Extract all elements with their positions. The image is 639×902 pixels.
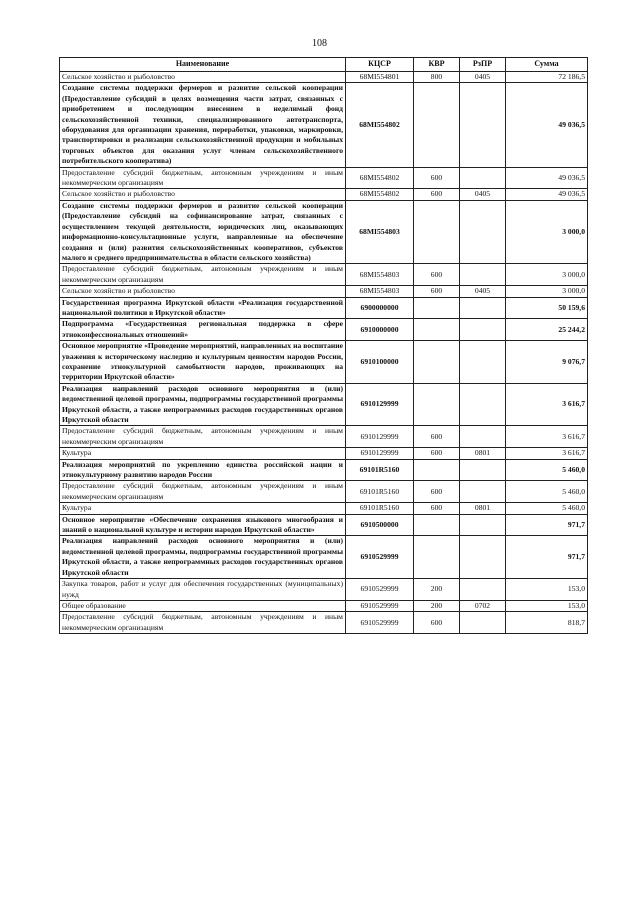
row-kvr-cell: 600 (414, 426, 460, 448)
row-kcsr-cell: 6910529999 (346, 579, 414, 601)
row-name-cell: Сельское хозяйство и рыболовство (60, 189, 346, 200)
row-rzpr-cell (460, 536, 506, 579)
row-rzpr-cell (460, 459, 506, 481)
row-rzpr-cell (460, 514, 506, 536)
row-name-cell: Общее образование (60, 600, 346, 611)
row-kvr-cell: 600 (414, 503, 460, 514)
row-sum-cell: 3 616,7 (506, 383, 588, 426)
table-row (60, 297, 588, 319)
row-kcsr-cell: 6910129999 (346, 448, 414, 459)
row-kcsr-cell: 68MI554803 (346, 264, 414, 286)
budget-table (59, 57, 588, 634)
table-row (60, 72, 588, 83)
row-kvr-cell: 600 (414, 286, 460, 297)
row-name-cell: Реализация направлений расходов основного мероприятия и (или) ведомственной целевой программы, подпрограммы государственной программы Иркутской области, а также непрограммных расходов государственных органов Иркутской области (60, 536, 346, 579)
table-row (60, 612, 588, 634)
row-name-cell: Основное мероприятие «Проведение мероприятий, направленных на воспитание уважения к историческому наследию и культурным ценностям народов России, сохранение этнокультурной самобытности народов, проживающих на территории Иркутской области» (60, 341, 346, 384)
row-sum-cell: 3 000,0 (506, 286, 588, 297)
row-kcsr-cell: 68MI554803 (346, 200, 414, 263)
table-row (60, 448, 588, 459)
row-kvr-cell: 600 (414, 189, 460, 200)
table-row (60, 579, 588, 601)
row-rzpr-cell (460, 264, 506, 286)
row-kvr-cell: 800 (414, 72, 460, 83)
table-row (60, 481, 588, 503)
table-row (60, 536, 588, 579)
row-kvr-cell: 600 (414, 167, 460, 189)
row-kcsr-cell: 69101R5160 (346, 459, 414, 481)
row-kvr-cell: 600 (414, 612, 460, 634)
row-name-cell: Основное мероприятие «Обеспечение сохранения языкового многообразия и знаний о национальной культуре и истории народов Иркутской области» (60, 514, 346, 536)
table-row (60, 426, 588, 448)
row-name-cell: Предоставление субсидий бюджетным, автономным учреждениям и иным некоммерческим организациям (60, 426, 346, 448)
row-rzpr-cell: 0405 (460, 286, 506, 297)
row-rzpr-cell (460, 200, 506, 263)
row-kcsr-cell: 68MI554803 (346, 286, 414, 297)
row-kcsr-cell: 6910529999 (346, 612, 414, 634)
table-header-row (60, 58, 588, 72)
row-name-cell: Предоставление субсидий бюджетным, автономным учреждениям и иным некоммерческим организациям (60, 481, 346, 503)
row-kcsr-cell: 68MI554802 (346, 189, 414, 200)
row-kcsr-cell: 68MI554802 (346, 167, 414, 189)
row-kvr-cell (414, 383, 460, 426)
row-name-cell: Культура (60, 503, 346, 514)
row-kvr-cell: 600 (414, 448, 460, 459)
row-kvr-cell (414, 319, 460, 341)
row-rzpr-cell: 0801 (460, 503, 506, 514)
row-kvr-cell (414, 200, 460, 263)
row-kcsr-cell: 6910000000 (346, 319, 414, 341)
row-kcsr-cell: 6910129999 (346, 383, 414, 426)
row-rzpr-cell: 0801 (460, 448, 506, 459)
row-sum-cell: 3 000,0 (506, 200, 588, 263)
row-kvr-cell: 600 (414, 481, 460, 503)
table-row (60, 600, 588, 611)
row-rzpr-cell (460, 319, 506, 341)
row-kcsr-cell: 69101R5160 (346, 481, 414, 503)
row-kcsr-cell: 6910129999 (346, 426, 414, 448)
table-row (60, 383, 588, 426)
row-name-cell: Предоставление субсидий бюджетным, автономным учреждениям и иным некоммерческим организациям (60, 264, 346, 286)
table-row (60, 200, 588, 263)
table-row (60, 189, 588, 200)
row-kvr-cell: 200 (414, 600, 460, 611)
row-kvr-cell (414, 83, 460, 167)
row-sum-cell: 153,0 (506, 579, 588, 601)
row-rzpr-cell (460, 341, 506, 384)
row-rzpr-cell (460, 167, 506, 189)
row-sum-cell: 818,7 (506, 612, 588, 634)
row-kcsr-cell: 6910529999 (346, 536, 414, 579)
table-row (60, 341, 588, 384)
row-name-cell: Государственная программа Иркутской области «Реализация государственной национальной политики в Иркутской области» (60, 297, 346, 319)
table-row (60, 459, 588, 481)
row-sum-cell: 9 076,7 (506, 341, 588, 384)
row-sum-cell: 3 616,7 (506, 448, 588, 459)
row-kcsr-cell: 6900000000 (346, 297, 414, 319)
row-kvr-cell (414, 459, 460, 481)
row-name-cell: Закупка товаров, работ и услуг для обеспечения государственных (муниципальных) нужд (60, 579, 346, 601)
header-name: Наименование (60, 58, 346, 72)
row-sum-cell: 5 460,0 (506, 503, 588, 514)
row-name-cell: Предоставление субсидий бюджетным, автономным учреждениям и иным некоммерческим организациям (60, 612, 346, 634)
row-sum-cell: 971,7 (506, 514, 588, 536)
table-row (60, 286, 588, 297)
table-row (60, 167, 588, 189)
header-kvr: КВР (414, 58, 460, 72)
row-sum-cell: 25 244,2 (506, 319, 588, 341)
row-kcsr-cell: 6910529999 (346, 600, 414, 611)
row-kcsr-cell: 6910500000 (346, 514, 414, 536)
row-name-cell: Предоставление субсидий бюджетным, автономным учреждениям и иным некоммерческим организациям (60, 167, 346, 189)
table-row (60, 503, 588, 514)
row-sum-cell: 3 000,0 (506, 264, 588, 286)
row-kcsr-cell: 68MI554802 (346, 83, 414, 167)
row-rzpr-cell (460, 297, 506, 319)
row-sum-cell: 971,7 (506, 536, 588, 579)
row-name-cell: Реализация направлений расходов основного мероприятия и (или) ведомственной целевой программы, подпрограммы государственной программы Иркутской области, а также непрограммных расходов государственных органов Иркутской области (60, 383, 346, 426)
row-kvr-cell (414, 514, 460, 536)
header-sum: Сумма (506, 58, 588, 72)
row-sum-cell: 72 186,5 (506, 72, 588, 83)
row-kvr-cell: 600 (414, 264, 460, 286)
row-name-cell: Создание системы поддержки фермеров и развитие сельской кооперации (Предоставление субсидий на софинансирование затрат, связанных с осуществлением текущей деятельности, юридических лиц, оказывающих информационно-консультационные услуги, направленные на обеспечение создания и (или) развития сельскохозяйственных кооперативов, субъектов малого и среднего предпринимательства в области сельского хозяйства) (60, 200, 346, 263)
row-sum-cell: 50 159,6 (506, 297, 588, 319)
row-name-cell: Сельское хозяйство и рыболовство (60, 286, 346, 297)
row-rzpr-cell: 0405 (460, 72, 506, 83)
row-name-cell: Подпрограмма «Государственная региональная поддержка в сфере этноконфессиональных отношений» (60, 319, 346, 341)
row-sum-cell: 3 616,7 (506, 426, 588, 448)
row-rzpr-cell: 0405 (460, 189, 506, 200)
row-rzpr-cell (460, 426, 506, 448)
row-sum-cell: 5 460,0 (506, 481, 588, 503)
row-sum-cell: 49 036,5 (506, 83, 588, 167)
row-name-cell: Создание системы поддержки фермеров и развитие сельской кооперации (Предоставление субсидий в целях возмещения части затрат, связанных с приобретением и последующим внесением в неделимый фонд сельскохозяйственной техники, специализированного автотранспорта, оборудования для организации хранения, переработки, упаковки, маркировки, транспортировки и реализации сельскохозяйственной продукции и мобильных торговых объектов для оказания услуг членам сельскохозяйственного потребительского кооператива) (60, 83, 346, 167)
table-row (60, 514, 588, 536)
row-sum-cell: 49 036,5 (506, 189, 588, 200)
page-number: 108 (312, 38, 327, 49)
row-rzpr-cell (460, 612, 506, 634)
row-kvr-cell (414, 341, 460, 384)
row-name-cell: Культура (60, 448, 346, 459)
row-kvr-cell (414, 297, 460, 319)
row-rzpr-cell: 0702 (460, 600, 506, 611)
row-kvr-cell: 200 (414, 579, 460, 601)
table-row (60, 83, 588, 167)
row-kcsr-cell: 68MI554801 (346, 72, 414, 83)
row-kcsr-cell: 69101R5160 (346, 503, 414, 514)
header-kcsr: КЦСР (346, 58, 414, 72)
row-sum-cell: 153,0 (506, 600, 588, 611)
row-rzpr-cell (460, 83, 506, 167)
row-kvr-cell (414, 536, 460, 579)
table-row (60, 264, 588, 286)
row-rzpr-cell (460, 579, 506, 601)
row-sum-cell: 49 036,5 (506, 167, 588, 189)
row-name-cell: Реализация мероприятий по укреплению единства российской нации и этнокультурному развитию народов России (60, 459, 346, 481)
header-rzpr: РзПР (460, 58, 506, 72)
row-name-cell: Сельское хозяйство и рыболовство (60, 72, 346, 83)
row-kcsr-cell: 6910100000 (346, 341, 414, 384)
table-row (60, 319, 588, 341)
row-sum-cell: 5 460,0 (506, 459, 588, 481)
row-rzpr-cell (460, 481, 506, 503)
row-rzpr-cell (460, 383, 506, 426)
